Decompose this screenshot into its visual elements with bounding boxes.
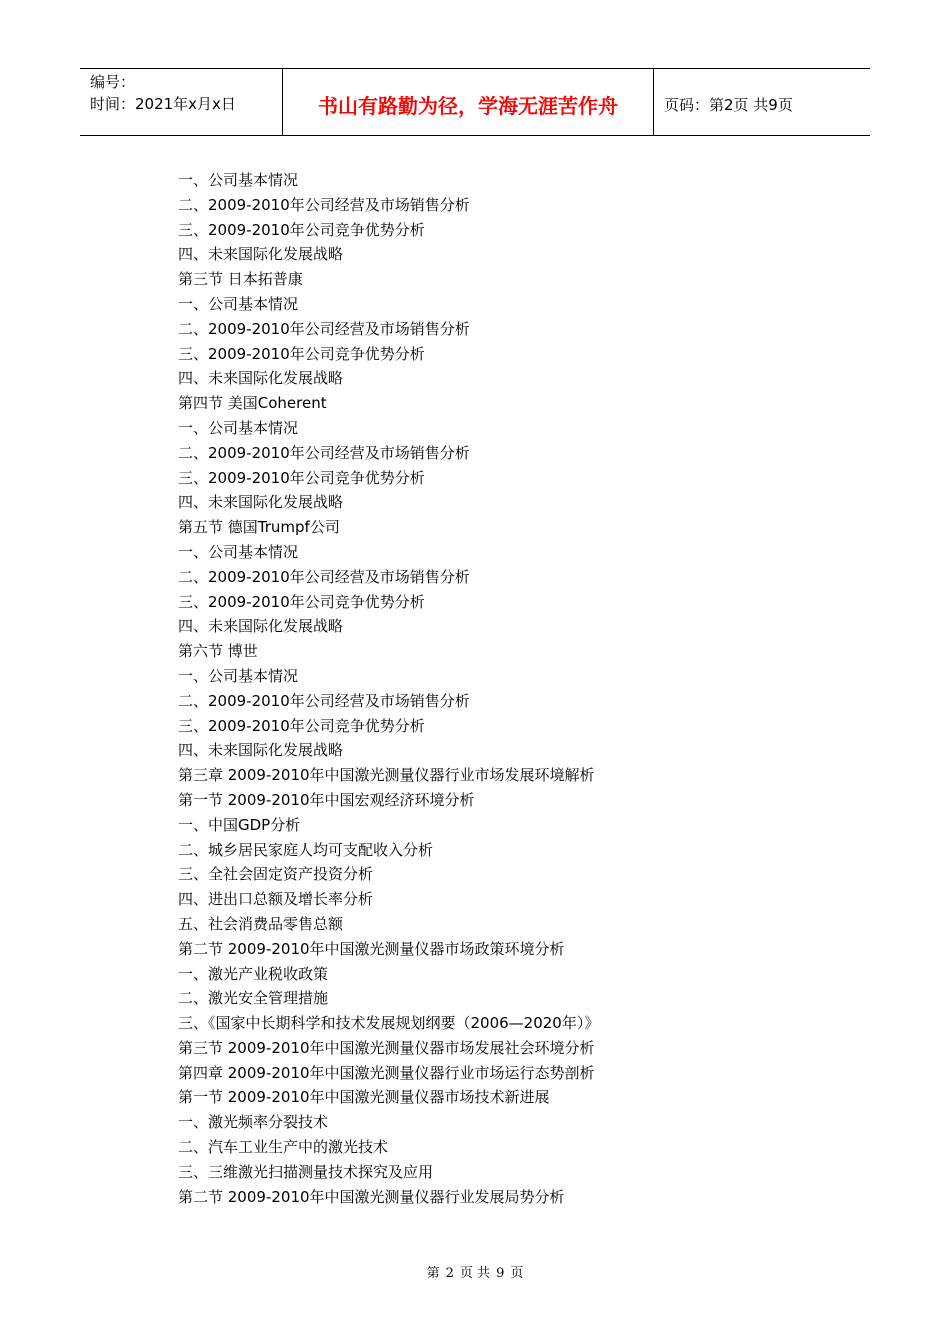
footer-suffix: 页	[510, 1266, 524, 1281]
toc-item: 一、公司基本情况	[178, 542, 299, 561]
toc-item: 第二节 2009-2010年中国激光测量仪器市场政策环境分析	[178, 939, 565, 958]
toc-item: 三、2009-2010年公司竞争优势分析	[178, 468, 425, 487]
toc-item: 三、2009-2010年公司竞争优势分析	[178, 716, 425, 735]
toc-item: 二、2009-2010年公司经营及市场销售分析	[178, 443, 470, 462]
header-motto: 书山有路勤为径，学海无涯苦作舟	[282, 69, 654, 135]
toc-item: 第一节 2009-2010年中国宏观经济环境分析	[178, 790, 475, 809]
toc-item: 第五节 德国Trumpf公司	[178, 518, 340, 537]
toc-item: 三、三维激光扫描测量技术探究及应用	[178, 1162, 434, 1181]
footer-middle: 页 共	[459, 1266, 491, 1281]
footer-prefix: 第	[426, 1266, 440, 1281]
header-page-label: 页码：第2页 共9页	[664, 95, 793, 114]
toc-item: 第三节 日本拓普康	[178, 270, 303, 289]
toc-item: 一、公司基本情况	[178, 418, 299, 437]
toc-item: 二、2009-2010年公司经营及市场销售分析	[178, 691, 470, 710]
toc-item: 一、公司基本情况	[178, 294, 299, 313]
page-footer	[0, 1262, 950, 1281]
toc-item: 二、城乡居民家庭人均可支配收入分析	[178, 840, 434, 859]
toc-item: 三、2009-2010年公司竞争优势分析	[178, 344, 425, 363]
footer-total-pages: 9	[496, 1266, 505, 1281]
toc-item: 三、全社会固定资产投资分析	[178, 865, 374, 884]
toc-item: 三、2009-2010年公司竞争优势分析	[178, 592, 425, 611]
toc-item: 四、未来国际化发展战略	[178, 369, 344, 388]
toc-item: 三、《国家中长期科学和技术发展规划纲要（2006—2020年）》	[178, 1014, 600, 1033]
toc-item: 二、激光安全管理措施	[178, 989, 329, 1008]
toc-item: 四、未来国际化发展战略	[178, 617, 344, 636]
toc-item: 二、2009-2010年公司经营及市场销售分析	[178, 567, 470, 586]
toc-item: 二、汽车工业生产中的激光技术	[178, 1138, 389, 1157]
toc-item: 第六节 博世	[178, 642, 258, 661]
toc-item: 第三节 2009-2010年中国激光测量仪器市场发展社会环境分析	[178, 1038, 595, 1057]
header-meta	[80, 69, 282, 135]
toc-item: 一、公司基本情况	[178, 171, 299, 189]
toc-item: 四、未来国际化发展战略	[178, 245, 344, 264]
footer-current-page: 2	[445, 1266, 454, 1281]
document-time-label: 时间：2021年x月x日	[90, 95, 236, 113]
toc-item: 五、社会消费品零售总额	[178, 914, 344, 933]
toc-item: 第二节 2009-2010年中国激光测量仪器行业发展局势分析	[178, 1187, 565, 1206]
page-header	[80, 68, 870, 136]
table-of-contents	[178, 168, 818, 1209]
document-number-label: 编号：	[90, 73, 136, 91]
toc-item: 四、进出口总额及增长率分析	[178, 890, 374, 909]
toc-item: 二、2009-2010年公司经营及市场销售分析	[178, 319, 470, 338]
toc-item: 一、中国GDP分析	[178, 815, 301, 834]
toc-item: 二、2009-2010年公司经营及市场销售分析	[178, 195, 470, 214]
toc-item: 一、激光产业税收政策	[178, 964, 329, 983]
toc-item: 第四节 美国Coherent	[178, 394, 327, 413]
toc-item: 三、2009-2010年公司竞争优势分析	[178, 220, 425, 239]
toc-item: 一、激光频率分裂技术	[178, 1113, 329, 1132]
toc-item: 一、公司基本情况	[178, 666, 299, 685]
toc-item: 四、未来国际化发展战略	[178, 741, 344, 760]
toc-item: 第三章 2009-2010年中国激光测量仪器行业市场发展环境解析	[178, 766, 595, 785]
toc-item: 第一节 2009-2010年中国激光测量仪器市场技术新进展	[178, 1088, 550, 1107]
toc-item: 第四章 2009-2010年中国激光测量仪器行业市场运行态势剖析	[178, 1063, 595, 1082]
toc-item: 四、未来国际化发展战略	[178, 493, 344, 512]
